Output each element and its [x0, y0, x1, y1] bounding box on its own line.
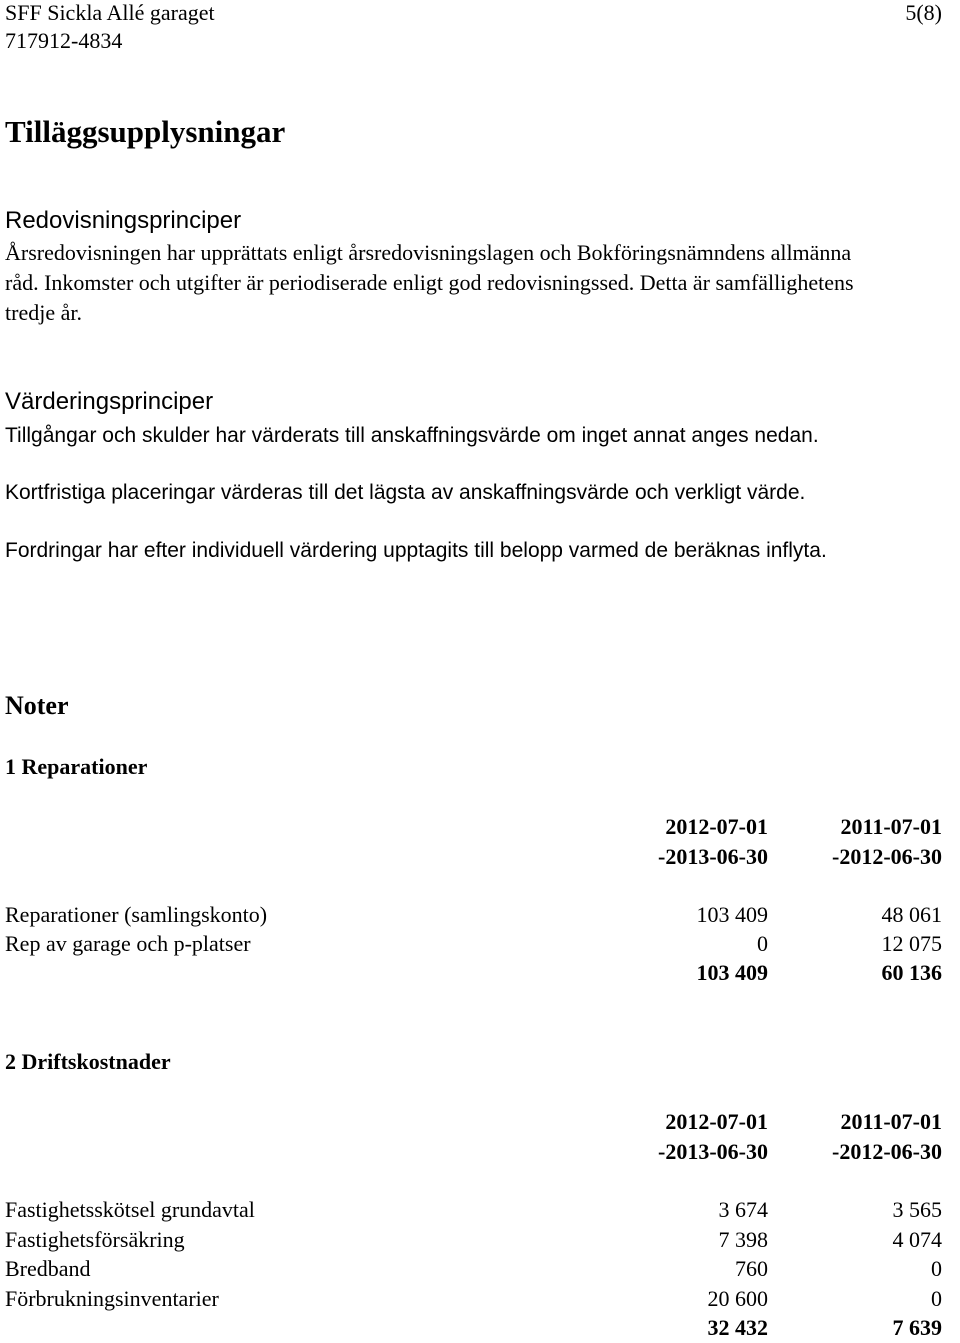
column-header-current: 2012-07-01 [665, 814, 768, 839]
table-row-label: Reparationer (samlingskonto) [5, 902, 268, 927]
table-cell-value: 3 565 [892, 1197, 942, 1222]
table-cell-value: 12 075 [881, 931, 942, 956]
section-heading-vardering: Värderingsprinciper [5, 388, 214, 415]
page-number: 5(8) [905, 0, 942, 25]
page-title: Tilläggsupplysningar [5, 114, 286, 149]
table-row-label: Fastighetsförsäkring [5, 1227, 185, 1252]
table-total-value: 103 409 [696, 960, 768, 985]
org-name: SFF Sickla Allé garaget [5, 0, 215, 25]
column-header-previous: 2011-07-01 [840, 814, 942, 839]
table-row-label: Fastighetsskötsel grundavtal [5, 1197, 255, 1222]
paragraph-line: Årsredovisningen har upprättats enligt årsredovisningslagen och Bokföringsnämndens allmänna [5, 240, 852, 265]
table-cell-value: 0 [931, 1286, 942, 1311]
section-heading-redovisning: Redovisningsprinciper [5, 207, 242, 234]
column-header-previous: -2012-06-30 [832, 844, 942, 869]
note-title: 1 Reparationer [5, 754, 148, 779]
table-cell-value: 103 409 [696, 902, 768, 927]
table-cell-value: 760 [735, 1256, 768, 1281]
table-total-value: 7 639 [892, 1315, 942, 1340]
table-cell-value: 48 061 [881, 902, 942, 927]
paragraph-line: Kortfristiga placeringar värderas till det lägsta av anskaffningsvärde och verkligt värde. [5, 481, 806, 504]
paragraph-line: råd. Inkomster och utgifter är periodiserade enligt god redovisningssed. Detta är samfällighetens [5, 270, 854, 295]
org-number: 717912-4834 [5, 28, 123, 53]
column-header-current: -2013-06-30 [658, 1139, 768, 1164]
table-cell-value: 0 [757, 931, 768, 956]
table-cell-value: 3 674 [718, 1197, 768, 1222]
table-cell-value: 0 [931, 1256, 942, 1281]
noter-heading: Noter [5, 691, 69, 720]
column-header-current: -2013-06-30 [658, 844, 768, 869]
table-total-value: 32 432 [707, 1315, 768, 1340]
paragraph-line: Fordringar har efter individuell värdering upptagits till belopp varmed de beräknas inflyta. [5, 539, 827, 562]
table-row-label: Rep av garage och p-platser [5, 931, 251, 956]
table-row-label: Bredband [5, 1256, 91, 1281]
paragraph-line: tredje år. [5, 300, 82, 325]
table-cell-value: 20 600 [707, 1286, 768, 1311]
column-header-previous: 2011-07-01 [840, 1109, 942, 1134]
table-total-value: 60 136 [881, 960, 942, 985]
table-row-label: Förbrukningsinventarier [5, 1286, 219, 1311]
table-cell-value: 7 398 [718, 1227, 768, 1252]
column-header-current: 2012-07-01 [665, 1109, 768, 1134]
table-cell-value: 4 074 [892, 1227, 942, 1252]
note-title: 2 Driftskostnader [5, 1049, 171, 1074]
paragraph-line: Tillgångar och skulder har värderats till anskaffningsvärde om inget annat anges nedan. [5, 424, 819, 447]
column-header-previous: -2012-06-30 [832, 1139, 942, 1164]
